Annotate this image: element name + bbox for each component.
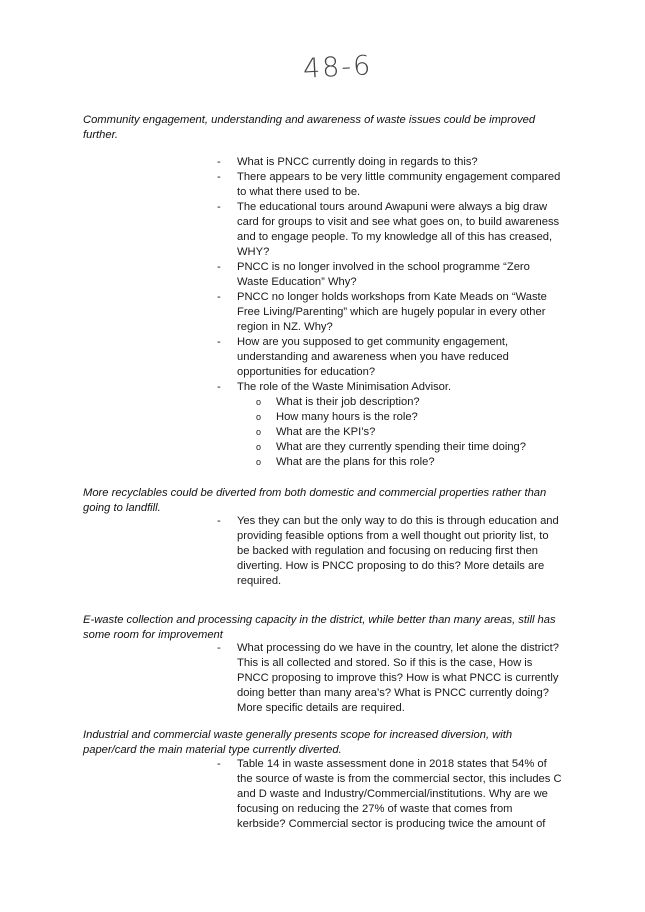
section-3-list — [217, 641, 562, 716]
list-item: - PNCC no longer holds workshops from Kate Meads on “Waste Free Living/Parenting” which are hugely popular in every other region in NZ. Why? — [217, 291, 547, 333]
sub-list — [237, 395, 562, 470]
dash-marker: - — [217, 758, 221, 770]
sub-list-item: o What are they currently spending their time doing? — [256, 441, 526, 453]
section-2-list — [217, 514, 562, 589]
circle-bullet-marker: o — [256, 412, 262, 422]
sub-list-item: o What are the plans for this role? — [256, 456, 435, 468]
list-item: - Yes they can but the only way to do this is through education and providing feasible options from a well thought out priority list, to be backed with regulation and focusing on reducing first then diverting. How is PNCC proposing to do this? More details are required. — [217, 515, 559, 587]
dash-marker: - — [217, 336, 221, 348]
dash-marker: - — [217, 291, 221, 303]
circle-bullet-marker: o — [256, 427, 262, 437]
circle-bullet-marker: o — [256, 457, 262, 467]
circle-bullet-marker: o — [256, 397, 262, 407]
dash-marker: - — [217, 201, 221, 213]
circle-bullet-marker: o — [256, 442, 262, 452]
section-3-heading: E-waste collection and processing capacity in the district, while better than many areas, still has some room for improvement — [83, 614, 556, 641]
list-item: - The educational tours around Awapuni were always a big draw card for groups to visit and see what goes on, to build awareness and to engage people. To my knowledge all of this has creased, WHY? — [217, 201, 560, 258]
list-item: - Table 14 in waste assessment done in 2018 states that 54% of the source of waste is from the commercial sector, this includes C and D waste and Industry/Commercial/institutions. Why are we focusing on reducing the 27% of waste that comes from kerbside? Commercial sector is producing twice the amount of — [217, 758, 562, 830]
sub-list-item: o What are the KPI’s? — [256, 426, 376, 438]
dash-marker: - — [217, 381, 221, 393]
list-item: - The role of the Waste Minimisation Advisor. o What is their job description? o How many hours is the role? o What are the KPI’s? o What are they currently spending their time doing? o What are the plans for this role? — [217, 380, 562, 470]
section-4-list — [217, 757, 562, 832]
dash-marker: - — [217, 171, 221, 183]
dash-marker: - — [217, 156, 221, 168]
list-item: - How are you supposed to get community engagement, understanding and awareness when you have reduced opportunities for education? — [217, 336, 509, 378]
list-item: - What is PNCC currently doing in regards to this? — [217, 156, 478, 168]
dash-marker: - — [217, 261, 221, 273]
section-1-list — [217, 155, 562, 470]
section-2-heading: More recyclables could be diverted from both domestic and commercial properties rather than going to landfill. — [83, 487, 547, 514]
list-item: - What processing do we have in the country, let alone the district? This is all collected and stored. So if this is the case, How is PNCC proposing to improve this? How is what PNCC is currently doing better than many area’s? What is PNCC currently doing? More specific details are required. — [217, 642, 559, 714]
dash-marker: - — [217, 642, 221, 654]
dash-marker: - — [217, 515, 221, 527]
section-4-heading: Industrial and commercial waste generally presents scope for increased diversion, with paper/card the main material type currently diverted. — [83, 729, 513, 756]
sub-list-item: o How many hours is the role? — [256, 411, 418, 423]
handwritten-page-number: 48-6 — [302, 50, 374, 85]
sub-list-item: o What is their job description? — [256, 396, 420, 408]
list-item: - PNCC is no longer involved in the school programme “Zero Waste Education” Why? — [217, 261, 530, 288]
section-1-heading: Community engagement, understanding and awareness of waste issues could be improved further. — [83, 114, 536, 141]
list-item: - There appears to be very little community engagement compared to what there used to be. — [217, 171, 561, 198]
